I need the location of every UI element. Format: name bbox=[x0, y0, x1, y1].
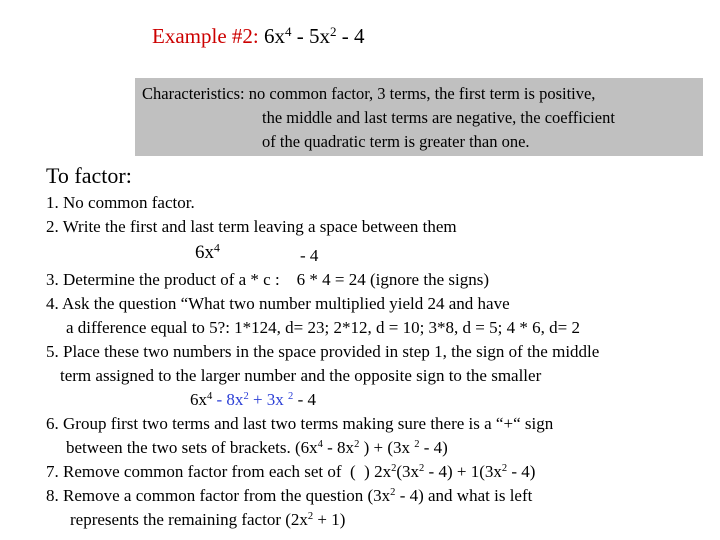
example-expression: $6x^4 - 5x^2 - 4$ bbox=[258, 23, 365, 48]
characteristics-line-3: of the quadratic term is greater than one. bbox=[262, 132, 530, 151]
step-8-line-1: 8. Remove a common factor from the question $(3x^2 - 4)$ and what is left bbox=[46, 486, 533, 505]
step-1: 1. No common factor. bbox=[46, 193, 195, 212]
step-2-first-term: $6x^4$ bbox=[195, 241, 220, 263]
step-5-line-1: 5. Place these two numbers in the space provided in step 1, the sign of the middle bbox=[46, 342, 600, 361]
step-7: 7. Remove common factor from each set of ( ) $2x^2(3x^2 - 4) + 1(3x^2 - 4)$ bbox=[46, 462, 536, 481]
step-4-line-2: a difference equal to 5?: 1*124, d= 23; 2*12, d = 10; 3*8, d = 5; 4 * 6, d= 2 bbox=[66, 318, 580, 337]
example-title-label: Example #2: bbox=[152, 24, 259, 48]
step-5-expression: $6x^4 - 8x^2 + 3x$ $^2$ - 4 bbox=[190, 390, 316, 409]
example-title bbox=[152, 24, 365, 49]
step-4-line-1: 4. Ask the question “What two number multiplied yield 24 and have bbox=[46, 294, 510, 313]
step-2: 2. Write the first and last term leaving a space between them bbox=[46, 217, 457, 236]
step-3: 3. Determine the product of a * c : 6 * 4 = 24 (ignore the signs) bbox=[46, 270, 489, 289]
to-factor-heading: To factor: bbox=[46, 163, 132, 188]
middle-term-highlight: - $8x^2 + 3x$ $^2$ bbox=[212, 390, 294, 409]
step-8-line-2: represents the remaining factor $(2x^2 + 1)$ bbox=[70, 510, 346, 529]
characteristics-line-1: Characteristics: no common factor, 3 terms, the first term is positive, bbox=[142, 84, 596, 103]
step-2-last-term: - 4 bbox=[300, 246, 319, 265]
step-6-line-1: 6. Group first two terms and last two terms making sure there is a “+“ sign bbox=[46, 414, 554, 433]
characteristics-line-2: the middle and last terms are negative, the coefficient bbox=[262, 108, 615, 127]
step-6-line-2: between the two sets of brackets. ($6x^4 - 8x^2$ ) + (3x $^2$ - 4) bbox=[66, 438, 448, 457]
step-5-line-2: term assigned to the larger number and the opposite sign to the smaller bbox=[60, 366, 542, 385]
